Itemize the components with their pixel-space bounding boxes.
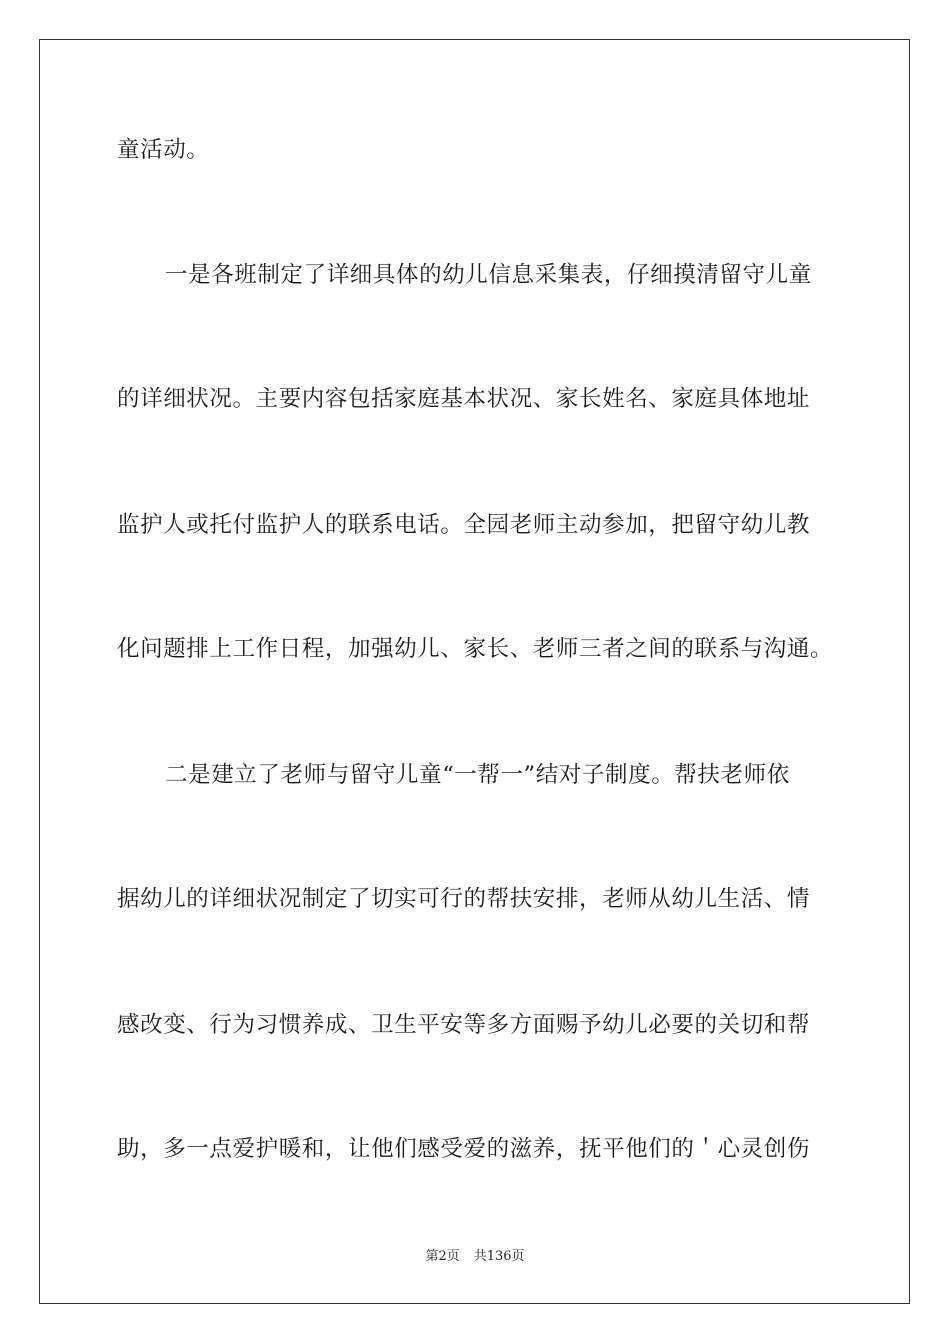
text-line-8: 感改变、行为习惯养成、卫生平安等多方面赐予幼儿必要的关切和帮 [117, 1012, 811, 1038]
total-pages: 共136页 [473, 1249, 525, 1264]
text-line-5: 化问题排上工作日程，加强幼儿、家长、老师三者之间的联系与沟通。 [117, 636, 834, 662]
text-line-3: 的详细状况。主要内容包括家庭基本状况、家长姓名、家庭具体地址 [117, 386, 811, 412]
text-line-1: 童活动。 [117, 137, 210, 163]
text-line-4: 监护人或托付监护人的联系电话。全园老师主动参加，把留守幼儿教 [117, 512, 811, 538]
page-footer [0, 1248, 950, 1266]
text-line-6: 二是建立了老师与留守儿童“一帮一”结对子制度。帮扶老师依 [165, 762, 790, 788]
text-line-2: 一是各班制定了详细具体的幼儿信息采集表，仔细摸清留守儿童 [165, 262, 812, 288]
page-number: 第2页 [425, 1249, 460, 1264]
text-line-7: 据幼儿的详细状况制定了切实可行的帮扶安排，老师从幼儿生活、情 [117, 886, 811, 912]
page-border [39, 39, 910, 1304]
text-line-9: 助，多一点爱护暖和，让他们感受爱的滋养，抚平他们的＇心灵创伤 [117, 1136, 811, 1162]
